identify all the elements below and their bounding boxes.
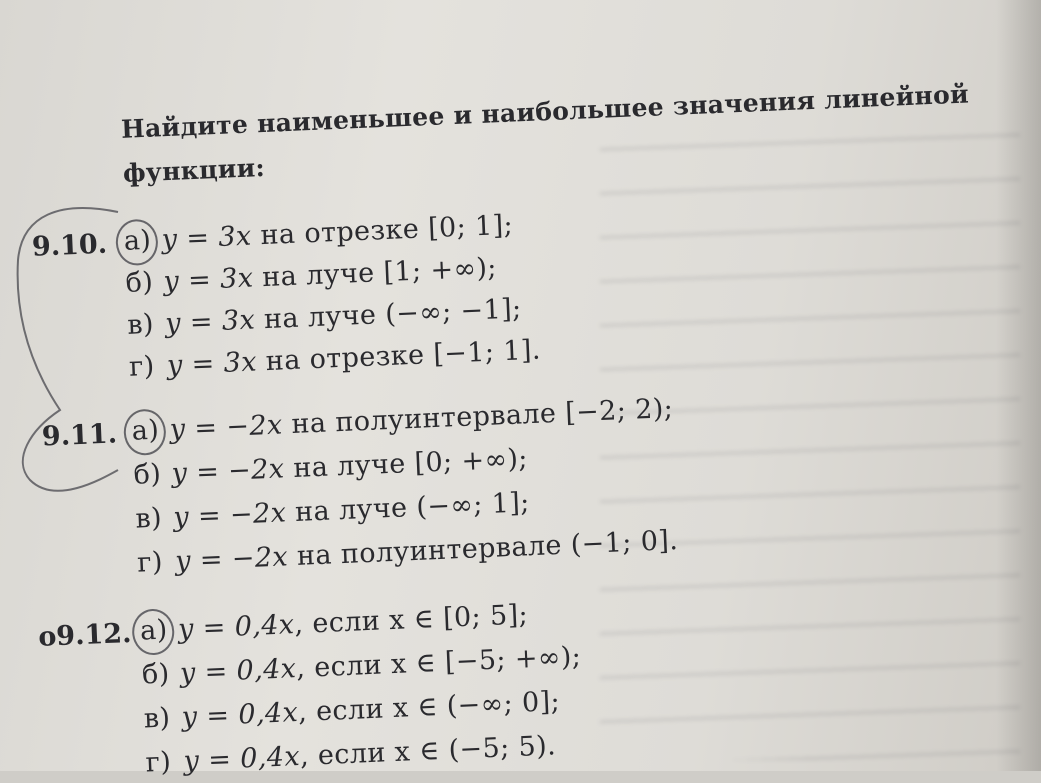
item-letter: в) — [143, 702, 172, 735]
item-letter: а) — [123, 224, 152, 257]
item-text: на полуинтервале (−1; 0]. — [287, 524, 679, 573]
item-text: , если x ∈ (−5; 5). — [299, 730, 557, 772]
problem-number: o9.12. — [37, 617, 133, 653]
item-text: на луче (−∞; 1]; — [285, 487, 531, 529]
item-formula: y = −2x — [172, 497, 287, 534]
item-formula: y = −2x — [169, 409, 284, 446]
item-text: , если x ∈ [−5; +∞); — [295, 641, 582, 685]
item-letter: в) — [126, 308, 155, 341]
item-letter: в) — [134, 502, 163, 535]
item-letter: а) — [139, 614, 169, 647]
item-text: на отрезке [0; 1]; — [250, 209, 514, 252]
item-formula: y = −2x — [174, 541, 289, 578]
item-letter: г) — [145, 746, 172, 779]
problem-number: 9.11. — [41, 418, 118, 453]
item-letter: б) — [124, 266, 154, 299]
item-text: на луче [0; +∞); — [283, 443, 529, 485]
item-text: на полуинтервале [−2; 2); — [281, 393, 674, 441]
item-letter: а) — [131, 414, 160, 447]
item-formula: y = 0,4x — [179, 653, 297, 689]
item-formula: y = 0,4x — [181, 697, 299, 733]
item-text: , если x ∈ (−∞; 0]; — [297, 686, 561, 729]
item-formula: y = −2x — [170, 453, 286, 490]
item-formula: y = 3x — [166, 346, 258, 382]
item-letter: г) — [128, 350, 156, 383]
item-formula: y = 0,4x — [183, 741, 301, 777]
item-formula: y = 3x — [164, 304, 256, 340]
item-letter: б) — [141, 658, 171, 691]
item-text: , если x ∈ [0; 5]; — [293, 599, 529, 641]
problem-number: 9.10. — [31, 228, 108, 263]
item-letter: г) — [136, 546, 164, 579]
item-text: на луче (−∞; −1]; — [254, 293, 523, 336]
item-formula: y = 3x — [162, 262, 254, 298]
item-text: на отрезке [−1; 1]. — [256, 334, 542, 378]
item-formula: y = 3x — [161, 220, 253, 256]
item-text: на луче [1; +∞); — [252, 252, 498, 294]
instruction-text: Найдите наименьшее и наибольшее значения линейной функции: — [120, 79, 970, 188]
item-letter: б) — [132, 458, 162, 491]
item-formula: y = 0,4x — [177, 609, 296, 645]
